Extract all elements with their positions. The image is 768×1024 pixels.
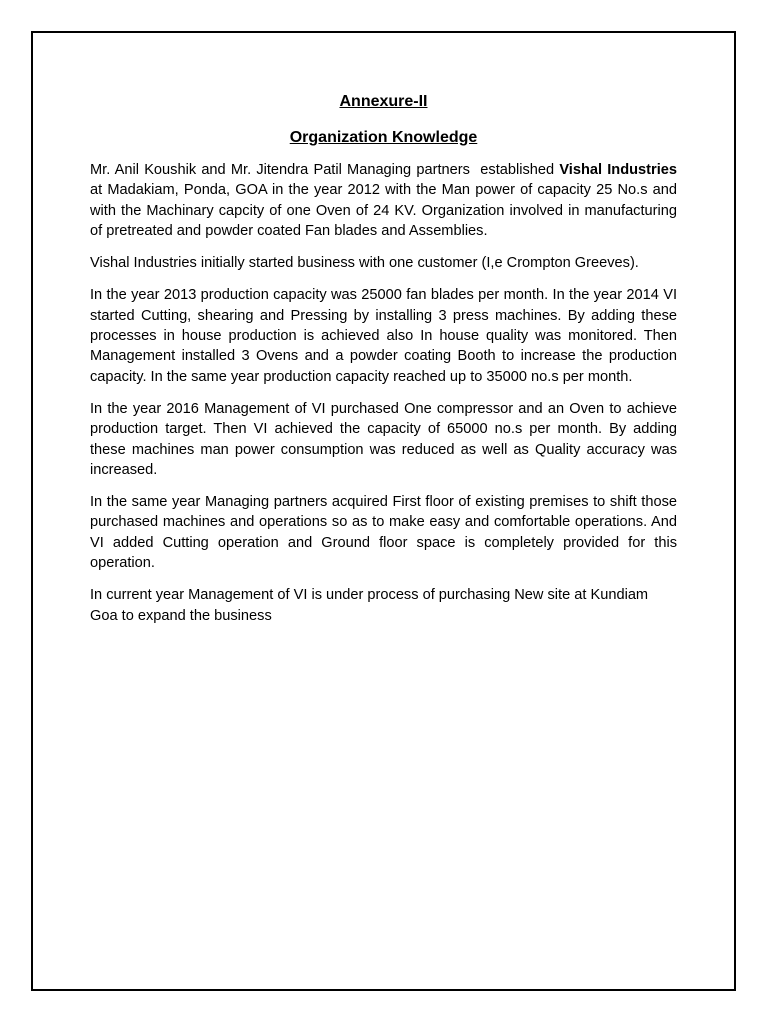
document-body xyxy=(90,92,677,626)
paragraph-1 xyxy=(90,160,677,241)
document-subtitle: Organization Knowledge xyxy=(289,129,478,146)
paragraph-1-rest: at Madakiam, Ponda, GOA in the year 2012 with the Man power of capacity 25 No.s and with the Machinary capcity of one Oven of 24 KV. Organization involved in manufacturing of pretreated and powder coated Fan blades and Assemblies. xyxy=(90,182,677,239)
paragraph-3: In the year 2013 production capacity was 25000 fan blades per month. In the year 2014 VI started Cutting, shearing and Pressing by installing 3 press machines. By adding these processes in house production is achieved also In house quality was monitored. Then Management installed 3 Ovens and a powder coating Booth to increase the production capacity. In the same year production capacity reached up to 35000 no.s per month. xyxy=(90,287,677,385)
paragraph-2: Vishal Industries initially started business with one customer (I,e Crompton Greeves). xyxy=(90,255,639,272)
paragraph-1-intro: Mr. Anil Koushik and Mr. Jitendra Patil Managing partners established xyxy=(90,162,560,178)
paragraph-4: In the year 2016 Management of VI purchased One compressor and an Oven to achieve production target. Then VI achieved the capacity of 65000 no.s per month. By adding these machines man power consumption was reduced as well as Quality accuracy was increased. xyxy=(90,400,677,478)
company-name: Vishal Industries xyxy=(559,162,677,178)
paragraph-5: In the same year Managing partners acquired First floor of existing premises to shift those purchased machines and operations so as to make easy and comfortable operations. And VI added Cutting operation and Ground floor space is completely provided for this operation. xyxy=(90,494,677,572)
document-title: Annexure-II xyxy=(339,93,428,110)
paragraph-6: In current year Management of VI is under process of purchasing New site at Kundiam Goa to expand the business xyxy=(90,587,649,624)
